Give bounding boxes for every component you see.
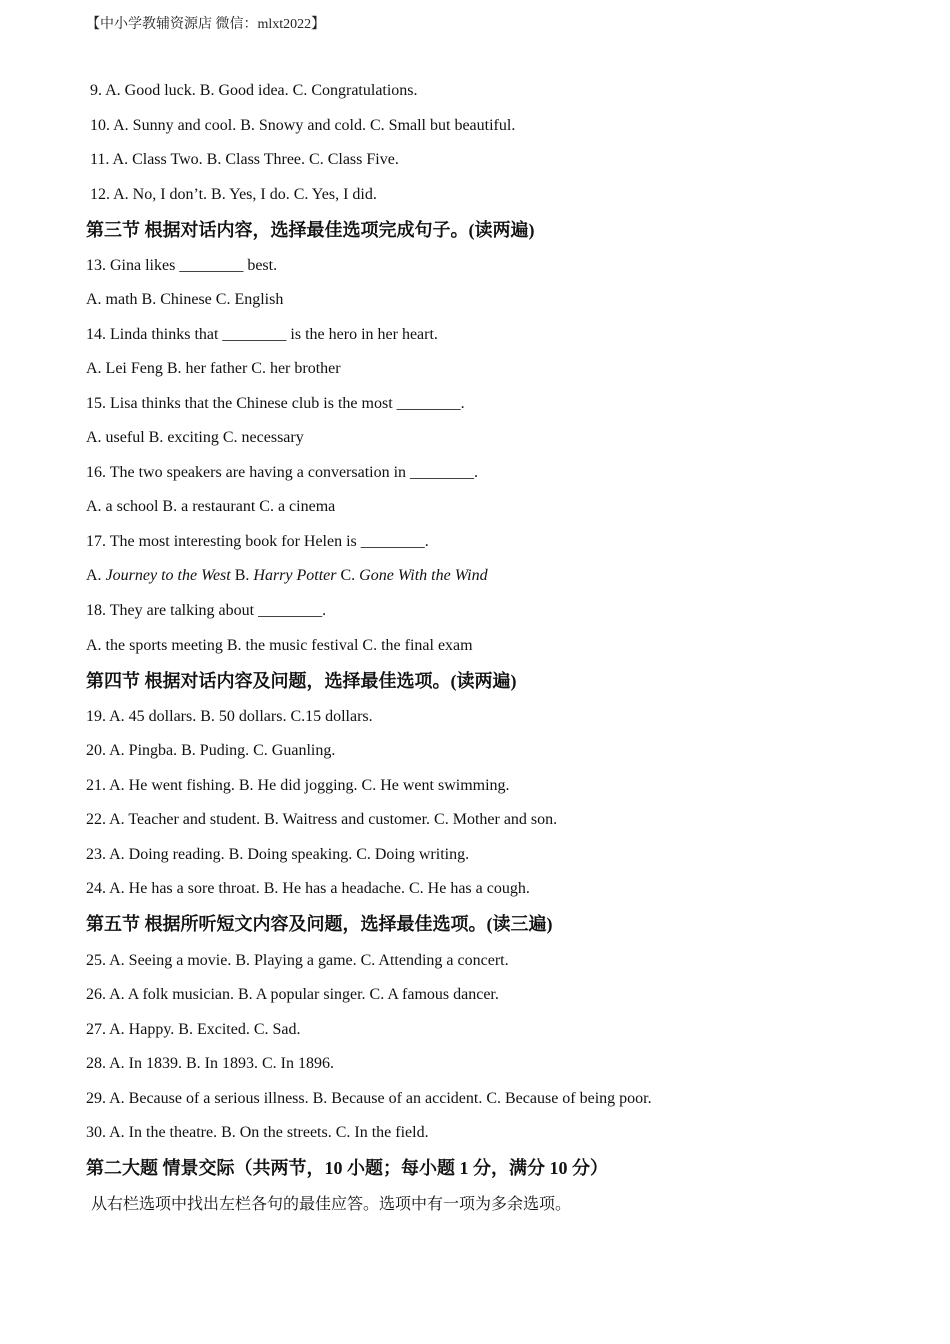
question-15-options: A. useful B. exciting C. necessary bbox=[86, 429, 304, 446]
part2-instruction: 从右栏选项中找出左栏各句的最佳应答。选项中有一项为多余选项。 bbox=[91, 1196, 572, 1213]
question-12: 12. A. No, I don’t. B. Yes, I do. C. Yes, I did. bbox=[90, 186, 377, 203]
q17-option-c-label: C. bbox=[336, 567, 360, 584]
q17-option-b-label: B. bbox=[230, 567, 254, 584]
question-9: 9. A. Good luck. B. Good idea. C. Congratulations. bbox=[90, 82, 418, 99]
question-13-options: A. math B. Chinese C. English bbox=[86, 291, 284, 308]
section5-heading: 第五节 根据所听短文内容及问题，选择最佳选项。(读三遍) bbox=[86, 914, 553, 934]
question-28: 28. A. In 1839. B. In 1893. C. In 1896. bbox=[86, 1055, 334, 1072]
question-22: 22. A. Teacher and student. B. Waitress and customer. C. Mother and son. bbox=[86, 811, 558, 828]
question-11: 11. A. Class Two. B. Class Three. C. Class Five. bbox=[90, 151, 399, 168]
question-18-options: A. the sports meeting B. the music festival C. the final exam bbox=[86, 637, 473, 654]
question-10: 10. A. Sunny and cool. B. Snowy and cold. C. Small but beautiful. bbox=[90, 117, 516, 134]
question-17: 17. The most interesting book for Helen is ________. bbox=[86, 533, 429, 550]
question-15: 15. Lisa thinks that the Chinese club is the most ________. bbox=[86, 395, 465, 412]
q17-option-b-title: Harry Potter bbox=[253, 567, 337, 584]
part2-heading: 第二大题 情景交际（共两节，10 小题；每小题 1 分，满分 10 分） bbox=[86, 1158, 608, 1178]
question-29: 29. A. Because of a serious illness. B. Because of an accident. C. Because of being poor. bbox=[86, 1090, 652, 1107]
q17-option-a-label: A. bbox=[86, 567, 106, 584]
question-16: 16. The two speakers are having a conversation in ________. bbox=[86, 464, 479, 481]
question-13: 13. Gina likes ________ best. bbox=[86, 257, 278, 274]
question-23: 23. A. Doing reading. B. Doing speaking. C. Doing writing. bbox=[86, 846, 470, 863]
question-19: 19. A. 45 dollars. B. 50 dollars. C.15 dollars. bbox=[86, 708, 373, 725]
section4-heading: 第四节 根据对话内容及问题，选择最佳选项。(读两遍) bbox=[86, 671, 517, 691]
q17-option-a-title: Journey to the West bbox=[105, 567, 231, 584]
section3-heading: 第三节 根据对话内容，选择最佳选项完成句子。(读两遍) bbox=[86, 220, 535, 240]
question-14-options: A. Lei Feng B. her father C. her brother bbox=[86, 360, 341, 377]
question-26: 26. A. A folk musician. B. A popular singer. C. A famous dancer. bbox=[86, 986, 499, 1003]
question-17-options bbox=[86, 566, 488, 586]
question-24: 24. A. He has a sore throat. B. He has a headache. C. He has a cough. bbox=[86, 880, 530, 897]
question-16-options: A. a school B. a restaurant C. a cinema bbox=[86, 498, 336, 515]
question-14: 14. Linda thinks that ________ is the hero in her heart. bbox=[86, 326, 438, 343]
question-25: 25. A. Seeing a movie. B. Playing a game. C. Attending a concert. bbox=[86, 952, 509, 969]
question-27: 27. A. Happy. B. Excited. C. Sad. bbox=[86, 1021, 301, 1038]
q17-option-c-title: Gone With the Wind bbox=[359, 567, 488, 584]
question-30: 30. A. In the theatre. B. On the streets. C. In the field. bbox=[86, 1124, 429, 1141]
question-18: 18. They are talking about ________. bbox=[86, 602, 327, 619]
question-20: 20. A. Pingba. B. Puding. C. Guanling. bbox=[86, 742, 336, 759]
question-21: 21. A. He went fishing. B. He did jogging. C. He went swimming. bbox=[86, 777, 510, 794]
page-header: 【中小学教辅资源店 微信：mlxt2022】 bbox=[86, 17, 326, 32]
